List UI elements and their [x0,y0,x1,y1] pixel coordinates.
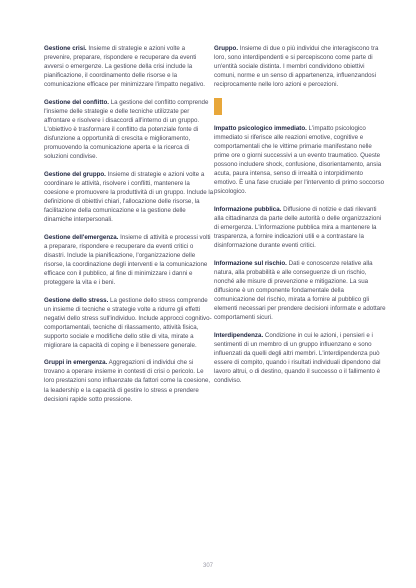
glossary-term: Impatto psicologico immediato. [214,124,307,132]
right-column [214,44,386,393]
glossary-term: Gestione dello stress. [44,296,109,304]
glossary-definition: Insieme di strategie e azioni volte a coordinare le attività, risolvere i conflitti, mantenere la coesione e promuovere la produttività di un gruppo. Include la definizione di obiettivi chiari, l'allocazione delle risorse, la facilitazione della comunicazione e la gestione delle dinamiche interpersonali. [44,170,214,223]
section-letter-marker [214,98,222,115]
glossary-entry [44,233,214,287]
glossary-entry [44,170,214,224]
glossary-term: Informazione sul rischio. [214,259,287,267]
glossary-term: Interdipendenza. [214,331,264,339]
glossary-term: Gestione del gruppo. [44,170,106,178]
glossary-entry [214,205,386,250]
glossary-definition: Insieme di due o più individui che interagiscono tra loro, sono interdipendenti e si percepiscono come parte di un'entità sociale distinta. I membri condividono obiettivi comuni, norme e un senso di appartenenza, influenzandosi reciprocamente nelle loro azioni e percezioni. [214,45,379,89]
glossary-entry [44,44,214,89]
glossary-definition: Aggregazioni di individui che si trovano a operare insieme in contesti di crisi o pericolo. Le loro prestazioni sono influenzate da fattori come la coesione, la leadership e la capacità di gestire lo stress e prendere decisioni rapide sotto pressione. [44,359,211,403]
glossary-definition: Diffusione di notizie e dati rilevanti alla cittadinanza da parte delle autorità o delle organizzazioni di emergenza. L'informazione pubblica mira a mantenere la trasparenza, a fornire indicazioni utili e a contrastare la disinformazione durante eventi critici. [214,205,382,249]
left-column [44,44,214,412]
glossary-entry [214,124,386,196]
glossary-entry [44,98,214,161]
glossary-definition: L'impatto psicologico immediato si riferisce alle reazioni emotive, cognitive e comportamentali che le vittime primarie manifestano nelle prime ore o giorni successivi a un evento traumatico. Queste possono includere shock, confusione, disorientamento, ansia acuta, paura intensa, senso di irrealtà o intorpidimento emotivo. È una fase cruciale per l'intervento di primo soccorso psicologico. [214,124,385,196]
glossary-definition: Insieme di attività e processi volti a preparare, rispondere e recuperare da eventi critici o disastri. Include la pianificazione, l'organizzazione delle risorse, la coordinazione degli interventi e la comunicazione efficace con il pubblico, al fine di minimizzare i danni e proteggere la vita e i beni. [44,233,211,286]
glossary-term: Gestione dell'emergenza. [44,233,119,241]
glossary-entry [214,331,386,385]
glossary-term: Gestione crisi. [44,45,87,52]
glossary-term: Gruppi in emergenza. [44,359,108,367]
glossary-entry [44,296,214,350]
glossary-entry [44,358,214,403]
glossary-term: Gruppo. [214,45,239,52]
glossary-term: Gestione del conflitto. [44,98,109,106]
page-number: 307 [202,563,213,569]
glossary-definition: Insieme di strategie e azioni volte a prevenire, preparare, rispondere e recuperare da eventi avversi o emergenze. La gestione della crisi include la pianificazione, il coordinamento delle risorse e la comunicazione efficace per minimizzare l'impatto negativo. [44,45,205,89]
glossary-definition: La gestione del conflitto comprende l'insieme delle strategie e delle tecniche utilizzate per affrontare e risolvere i disaccordi all'interno di un gruppo. L'obiettivo è trasformare il conflitto da potenziale fonte di disfunzione a opportunità di crescita e miglioramento, promuovendo la comunicazione aperta e la ricerca di soluzioni condivise. [44,98,209,161]
glossary-definition: La gestione dello stress comprende un insieme di tecniche e strategie volte a ridurre gli effetti negativi dello stress sull'individuo. Include approcci cognitivo-comportamentali, tecniche di rilassamento, attività fisica, supporto sociale e modifiche dello stile di vita, mirate a migliorare la capacità di coping e il benessere generale. [44,296,212,349]
glossary-entry [214,44,386,89]
glossary-entry [214,259,386,322]
glossary-term: Informazione pubblica. [214,205,282,213]
glossary-definition: Dati e conoscenze relative alla natura, alla probabilità e alle conseguenze di un rischio, nonché alle misure di prevenzione e mitigazione. La sua diffusione è un componente fondamentale della comunicazione del rischio, mirata a fornire al pubblico gli elementi necessari per prendere decisioni informate e adottare comportamenti sicuri. [214,259,386,321]
glossary-definition: Condizione in cui le azioni, i pensieri e i sentimenti di un membro di un gruppo influenzano e sono influenzati da quelli degli altri membri. L'interdipendenza può essere di compito, quando i risultati individuali dipendono dal lavoro altrui, o di destino, quando il successo o il fallimento è condiviso. [214,331,381,384]
